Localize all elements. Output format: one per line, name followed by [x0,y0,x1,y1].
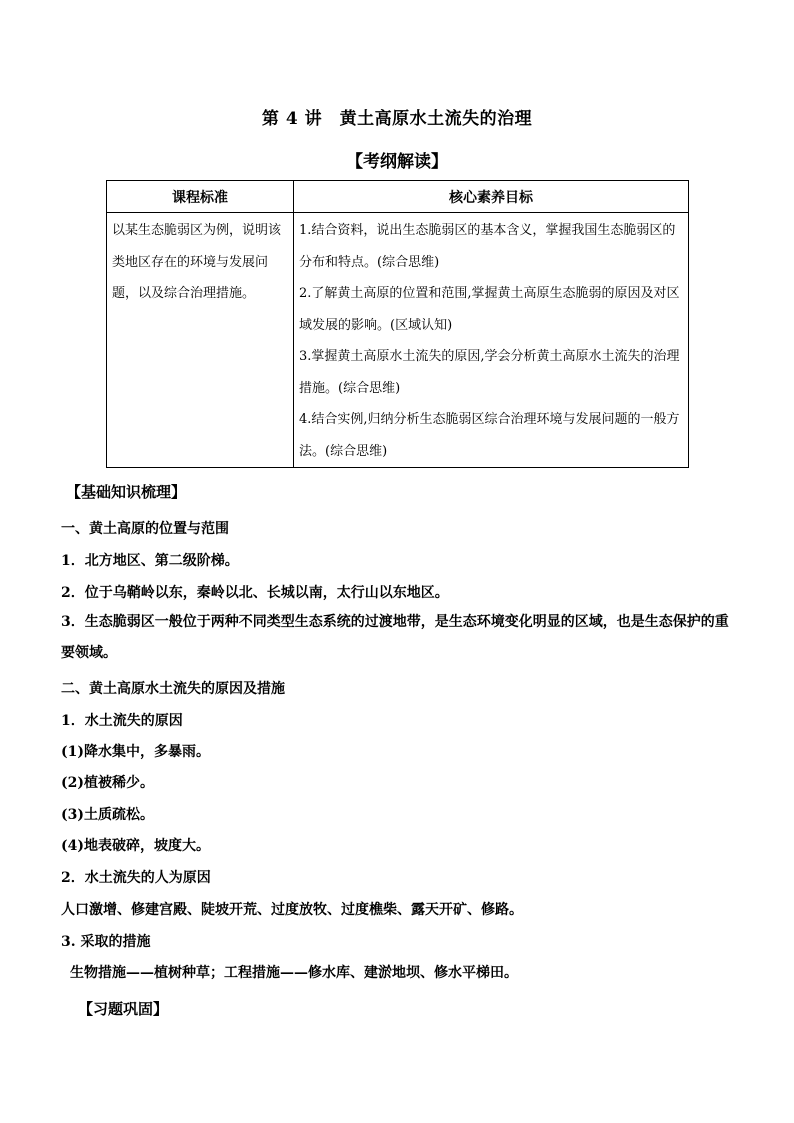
objectives-cell [294,213,689,468]
part1-title: 一、黄土高原的位置与范围 [61,521,229,537]
section-heading-syllabus: 【考纲解读】 [346,152,448,172]
list-item: (4)地表破碎，坡度大。 [61,838,210,854]
paragraph: 3. 采取的措施 [61,934,151,950]
syllabus-table [106,180,689,468]
paragraph: 3．生态脆弱区一般位于两种不同类型生态系统的过渡地带，是生态环境变化明显的区域，也是生态保护的重要领域。 [61,614,729,661]
paragraph: 1．北方地区、第二级阶梯。 [61,553,239,569]
paragraph: 1．水土流失的原因 [61,713,183,729]
paragraph: 2．位于乌鞘岭以东，秦岭以北、长城以南，太行山以东地区。 [61,585,449,601]
table-header-objectives: 核心素养目标 [294,181,689,213]
paragraph: 生物措施——植树种草；工程措施——修水库、建淤地坝、修水平梯田。 [70,965,518,981]
list-item: (1)降水集中，多暴雨。 [61,744,210,760]
section-heading-exercises: 【习题巩固】 [78,1000,169,1018]
page-title: 第 4 讲 黄土高原水土流失的治理 [261,109,533,129]
objective-item: 2.了解黄土高原的位置和范围,掌握黄土高原生态脆弱的原因及对区域发展的影响。(区域认知) [299,286,680,333]
table-row [107,213,689,468]
objective-item: 1.结合资料，说出生态脆弱区的基本含义，掌握我国生态脆弱区的分布和特点。(综合思维) [299,223,676,270]
paragraph: 2．水土流失的人为原因 [61,870,211,886]
table-header-row [107,181,689,213]
table-header-standard: 课程标准 [107,181,294,213]
list-item: (2)植被稀少。 [61,775,154,791]
list-item: (3)土质疏松。 [61,807,154,823]
paragraph: 人口激增、修建宫殿、陡坡开荒、过度放牧、过度樵柴、露天开矿、修路。 [61,902,523,918]
section-heading-basics: 【基础知识梳理】 [66,483,187,501]
standard-cell: 以某生态脆弱区为例，说明该类地区存在的环境与发展问题，以及综合治理措施。 [107,213,294,468]
part2-title: 二、黄土高原水土流失的原因及措施 [61,681,285,697]
objective-item: 3.掌握黄土高原水土流失的原因,学会分析黄土高原水土流失的治理措施。(综合思维) [299,349,680,396]
objective-item: 4.结合实例,归纳分析生态脆弱区综合治理环境与发展问题的一般方法。(综合思维) [299,412,680,459]
